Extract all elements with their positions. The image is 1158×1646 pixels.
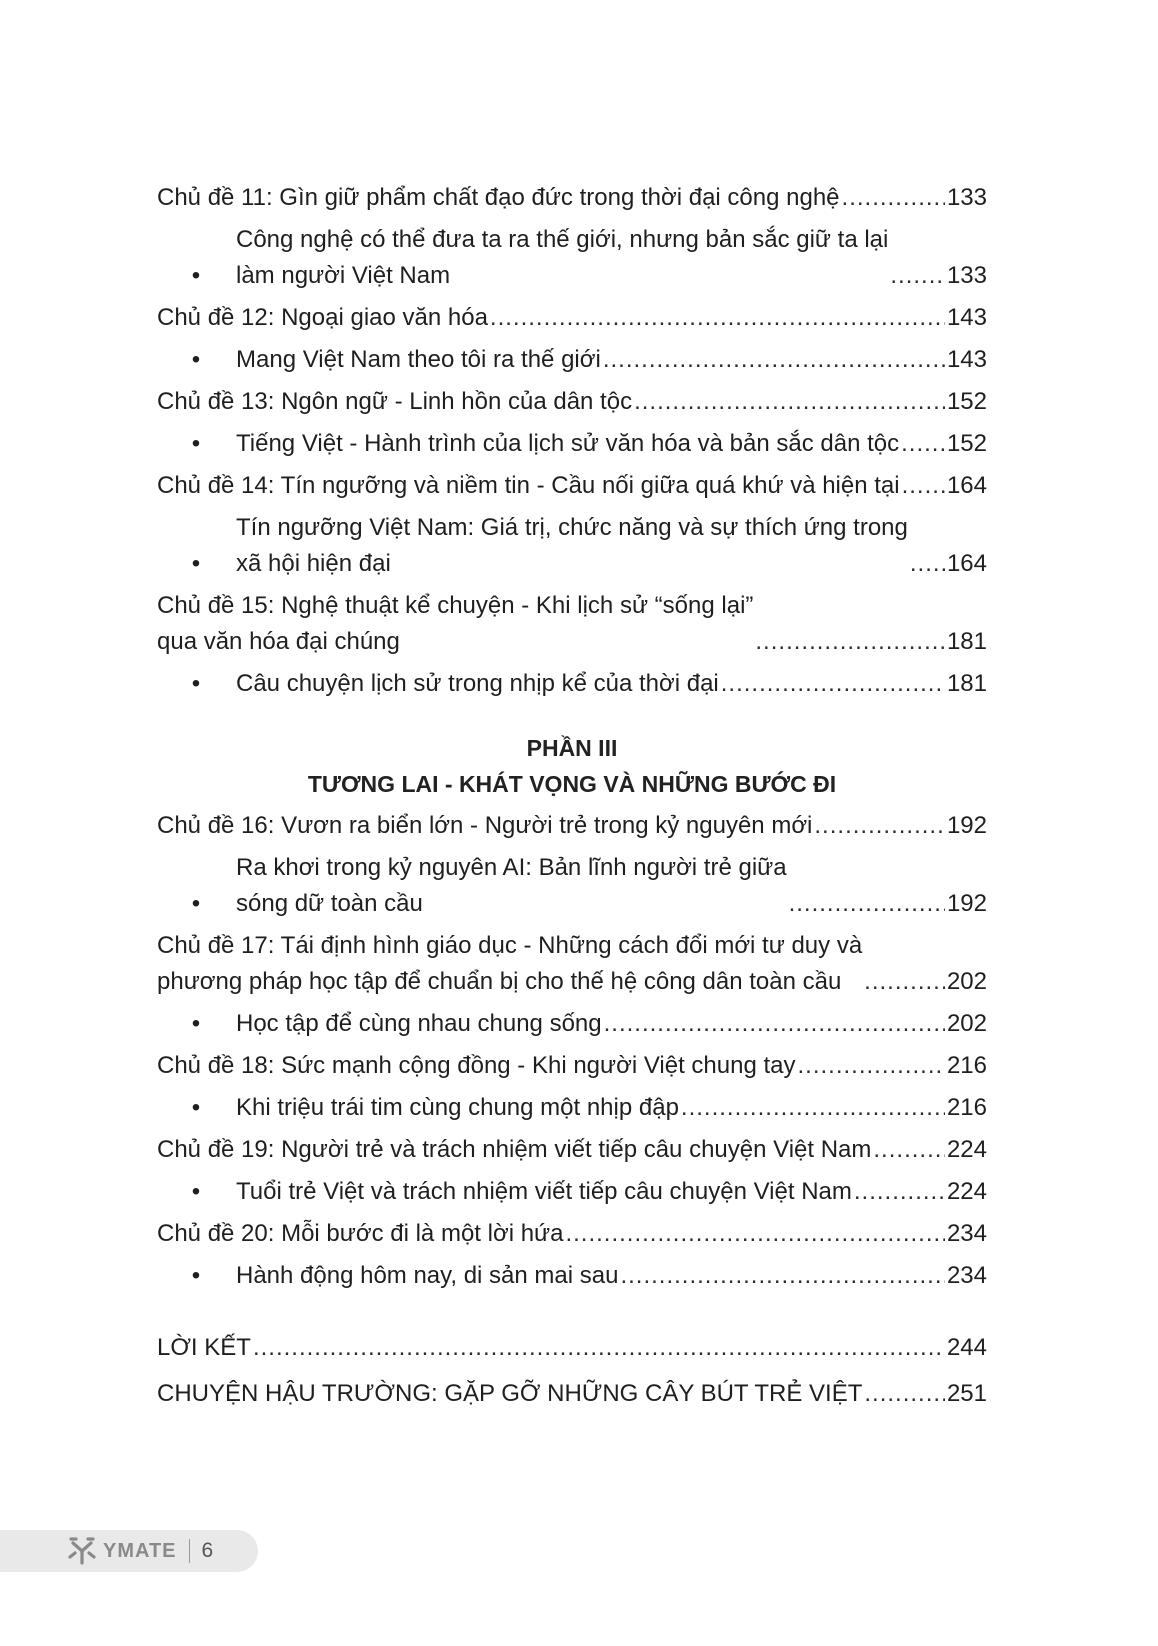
toc-entry-title: Mang Việt Nam theo tôi ra thế giới (236, 346, 601, 373)
dot-leader (789, 886, 945, 922)
toc-entry-title: LỜI KẾT (157, 1334, 251, 1361)
toc-entry-line: sóng dữ toàn cầu (236, 890, 423, 917)
bullet-icon: • (191, 346, 201, 373)
bullet-icon: • (191, 1094, 201, 1121)
toc-section-part-3 (157, 808, 987, 1300)
toc-entry-line: Chủ đề 17: Tái định hình giáo dục - Những cách đổi mới tư duy và (157, 932, 863, 959)
toc-entry (157, 1330, 987, 1366)
dot-leader (890, 258, 945, 294)
bullet-icon: • (191, 890, 201, 917)
toc-subentry (157, 1090, 987, 1126)
toc-page-number: 251 (946, 1380, 987, 1407)
toc-entry-title (157, 588, 753, 660)
toc-entry-line: Ra khơi trong kỷ nguyên AI: Bản lĩnh người trẻ giữa (236, 854, 787, 881)
toc-entry-title: Chủ đề 20: Mỗi bước đi là một lời hứa (157, 1220, 564, 1247)
toc-page-number: 244 (946, 1334, 987, 1361)
part-label: PHẦN III (526, 735, 618, 761)
dot-leader (253, 1330, 945, 1366)
dot-leader (814, 808, 945, 844)
bullet-icon: • (191, 1178, 201, 1205)
toc-entry-title: Chủ đề 19: Người trẻ và trách nhiệm viết tiếp câu chuyện Việt Nam (157, 1136, 872, 1163)
dot-leader (681, 1090, 945, 1126)
dot-leader (854, 1174, 945, 1210)
footer-divider (189, 1539, 190, 1563)
toc-entry-title: Học tập để cùng nhau chung sống (236, 1010, 602, 1037)
toc-entry-line: phương pháp học tập để chuẩn bị cho thế hệ công dân toàn cầu (157, 968, 842, 995)
toc-subentry (157, 426, 987, 462)
brand-name: YMATE (103, 1539, 177, 1562)
bullet-icon: • (191, 430, 201, 457)
toc-page-number: 192 (946, 812, 987, 839)
toc-page-number: 181 (946, 628, 987, 655)
toc-entry-title: CHUYỆN HẬU TRƯỜNG: GẶP GỠ NHỮNG CÂY BÚT TRẺ VIỆT (157, 1380, 863, 1407)
toc-entry (157, 588, 987, 660)
toc-page-number: 181 (946, 670, 987, 697)
toc-entry-line: Chủ đề 15: Nghệ thuật kể chuyện - Khi lịch sử “sống lại” (157, 592, 754, 619)
toc-page-number: 192 (946, 890, 987, 917)
toc-entry-title: Chủ đề 18: Sức mạnh cộng đồng - Khi người Việt chung tay (157, 1052, 796, 1079)
toc-page-number: 164 (946, 550, 987, 577)
dot-leader (721, 666, 945, 702)
toc-subentry (157, 1174, 987, 1210)
page-number: 6 (201, 1539, 214, 1562)
dot-leader (755, 624, 945, 660)
toc-entry-title (236, 510, 908, 582)
toc-entry-title (236, 222, 888, 294)
toc-page-number: 133 (946, 262, 987, 289)
dot-leader (797, 1048, 944, 1084)
toc-subentry (157, 1258, 987, 1294)
dot-leader (634, 384, 945, 420)
toc-page-number: 143 (946, 346, 987, 373)
bullet-icon: • (191, 262, 201, 289)
toc-section-part-2 (157, 180, 987, 708)
toc-page-number: 202 (946, 968, 987, 995)
toc-entry-title: Chủ đề 12: Ngoại giao văn hóa (157, 304, 488, 331)
toc-entry (157, 180, 987, 216)
toc-page-number: 216 (946, 1052, 987, 1079)
toc-subentry (157, 222, 987, 294)
toc-entry-line: xã hội hiện đại (236, 550, 391, 577)
toc-page-number: 133 (946, 184, 987, 211)
toc-subentry (157, 850, 987, 922)
toc-entry-title: Chủ đề 11: Gìn giữ phẩm chất đạo đức trong thời đại công nghệ (157, 184, 840, 211)
toc-entry (157, 1048, 987, 1084)
toc-entry (157, 300, 987, 336)
toc-entry (157, 928, 987, 1000)
toc-entry-title (157, 928, 862, 1000)
toc-page-number: 234 (946, 1262, 987, 1289)
dot-leader (864, 1376, 945, 1412)
toc-entry (157, 808, 987, 844)
dot-leader (864, 964, 945, 1000)
toc-entry (157, 384, 987, 420)
toc-page-number: 216 (946, 1094, 987, 1121)
ymate-logo-icon (67, 1536, 97, 1566)
toc-entry-title: Hành động hôm nay, di sản mai sau (236, 1262, 619, 1289)
dot-leader (910, 546, 945, 582)
toc-section-closing (157, 1330, 987, 1412)
dot-leader (565, 1216, 945, 1252)
toc-entry (157, 1132, 987, 1168)
toc-entry-title: Câu chuyện lịch sử trong nhịp kể của thời đại (236, 670, 719, 697)
dot-leader (901, 426, 945, 462)
toc-entry-line: làm người Việt Nam (236, 262, 451, 289)
toc-entry-title: Chủ đề 13: Ngôn ngữ - Linh hồn của dân tộc (157, 388, 633, 415)
toc-entry (157, 1376, 987, 1412)
toc-entry (157, 468, 987, 504)
bullet-icon: • (191, 550, 201, 577)
bullet-icon: • (191, 1262, 201, 1289)
toc-entry-title: Chủ đề 16: Vươn ra biển lớn - Người trẻ trong kỷ nguyên mới (157, 812, 813, 839)
toc-page-number: 152 (946, 430, 987, 457)
toc-entry (157, 1216, 987, 1252)
toc-entry-line: Công nghệ có thể đưa ta ra thế giới, nhưng bản sắc giữ ta lại (236, 226, 889, 253)
toc-entry-title: Tiếng Việt - Hành trình của lịch sử văn hóa và bản sắc dân tộc (236, 430, 900, 457)
toc-page-number: 224 (946, 1178, 987, 1205)
dot-leader (902, 468, 945, 504)
dot-leader (873, 1132, 945, 1168)
dot-leader (603, 342, 945, 378)
toc-page-number: 152 (946, 388, 987, 415)
toc-subentry (157, 666, 987, 702)
toc-entry-title: Khi triệu trái tim cùng chung một nhịp đập (236, 1094, 679, 1121)
toc-entry-line: qua văn hóa đại chúng (157, 628, 400, 655)
toc-subentry (157, 342, 987, 378)
toc-entry-line: Tín ngưỡng Việt Nam: Giá trị, chức năng và sự thích ứng trong (236, 514, 908, 541)
toc-subentry (157, 1006, 987, 1042)
dot-leader (604, 1006, 945, 1042)
toc-entry-title: Tuổi trẻ Việt và trách nhiệm viết tiếp câu chuyện Việt Nam (236, 1178, 852, 1205)
toc-page-number: 143 (946, 304, 987, 331)
table-of-contents (157, 180, 987, 1422)
bullet-icon: • (191, 1010, 201, 1037)
dot-leader (620, 1258, 945, 1294)
toc-entry-title (236, 850, 787, 922)
toc-page-number: 164 (946, 472, 987, 499)
footer-page-badge (0, 1530, 258, 1572)
toc-page-number: 202 (946, 1010, 987, 1037)
toc-entry-title: Chủ đề 14: Tín ngưỡng và niềm tin - Cầu nối giữa quá khứ và hiện tại (157, 472, 900, 499)
bullet-icon: • (191, 670, 201, 697)
toc-subentry (157, 510, 987, 582)
dot-leader (490, 300, 945, 336)
toc-page-number: 224 (946, 1136, 987, 1163)
toc-page-number: 234 (946, 1220, 987, 1247)
dot-leader (842, 180, 945, 216)
part-title: TƯƠNG LAI - KHÁT VỌNG VÀ NHỮNG BƯỚC ĐI (307, 771, 837, 797)
